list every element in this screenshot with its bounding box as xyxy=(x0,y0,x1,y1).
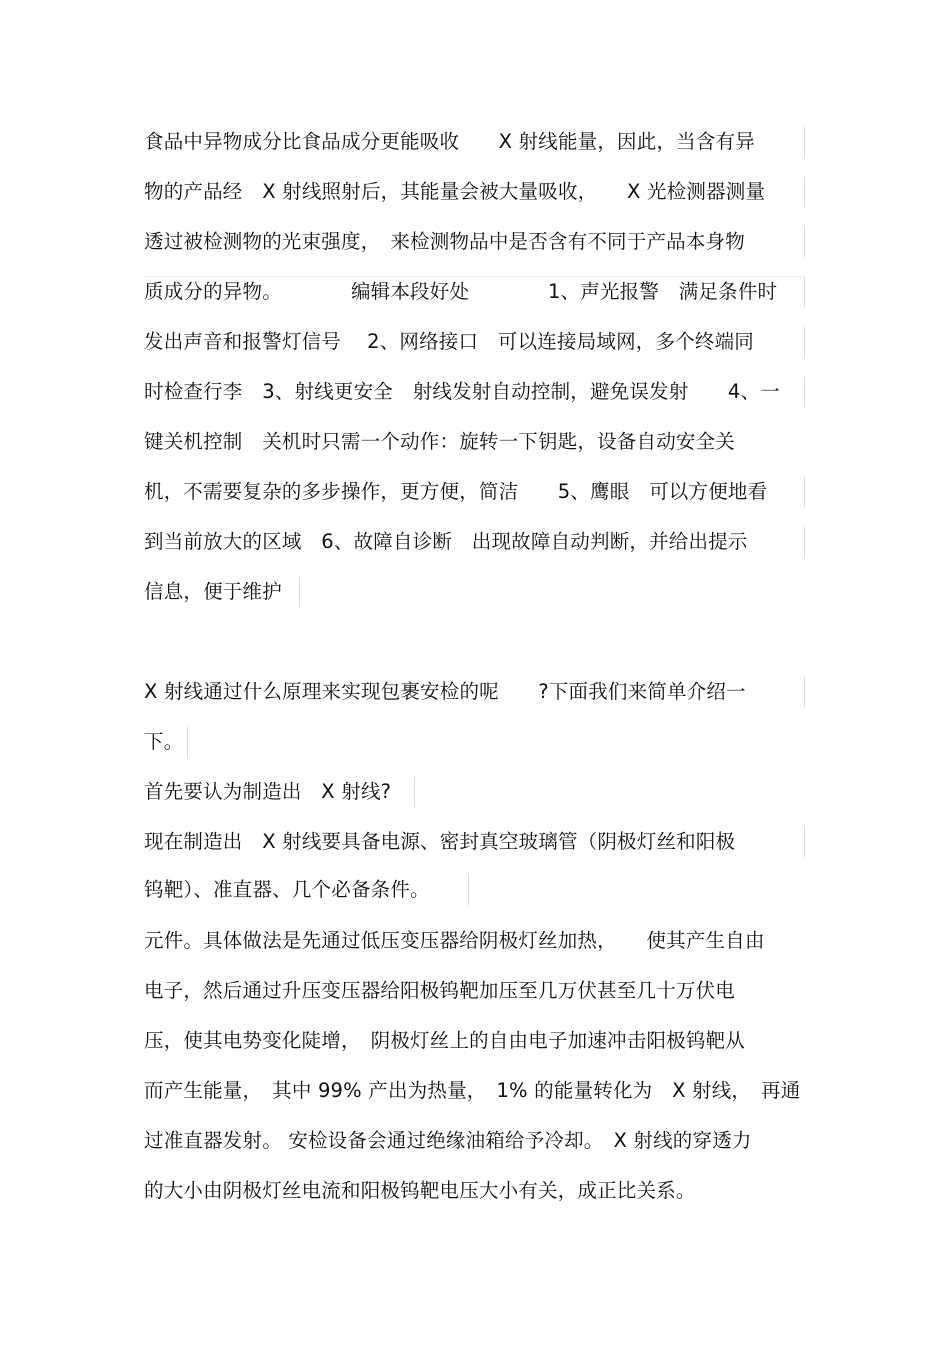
line-end-marker xyxy=(804,527,805,557)
text-line: 下。 xyxy=(144,730,184,753)
text-line: 元件。具体做法是先通过低压变压器给阴极灯丝加热， 使其产生自由 xyxy=(144,929,765,952)
text-line: 信息，便于维护 xyxy=(144,580,282,603)
text-line: 首先要认为制造出 X 射线? xyxy=(144,780,392,803)
line-end-marker xyxy=(804,227,805,257)
line-end-marker xyxy=(187,727,188,757)
text-line: 发出声音和报警灯信号 2、网络接口 可以连接局域网，多个终端同 xyxy=(144,330,755,353)
line-end-marker xyxy=(804,477,805,507)
line-end-marker xyxy=(804,177,805,207)
text-line: 到当前放大的区域 6、故障自诊断 出现故障自动判断，并给出提示 xyxy=(144,530,748,553)
text-line: 过准直器发射。 安检设备会通过绝缘油箱给予冷却。 X 射线的穿透力 xyxy=(144,1129,752,1152)
text-line: 而产生能量， 其中 99% 产出为热量， 1% 的能量转化为 X 射线， 再通 xyxy=(144,1079,801,1102)
text-line: 键关机控制 关机时只需一个动作：旋转一下钥匙，设备自动安全关 xyxy=(144,430,736,453)
line-end-marker xyxy=(804,377,805,407)
text-line: 食品中异物成分比食品成分更能吸收 X 射线能量，因此，当含有异 xyxy=(144,130,755,153)
line-end-marker xyxy=(804,327,805,357)
text-line: 时检查行李 3、射线更安全 射线发射自动控制，避免误发射 4、一 xyxy=(144,380,780,403)
text-line: X 射线通过什么原理来实现包裹安检的呢 ?下面我们来简单介绍一 xyxy=(144,680,746,703)
text-line: 现在制造出 X 射线要具备电源、密封真空玻璃管（阴极灯丝和阳极 xyxy=(144,830,736,853)
line-end-marker xyxy=(414,777,415,807)
line-end-marker xyxy=(804,277,805,307)
line-end-marker xyxy=(299,577,300,607)
line-end-marker xyxy=(804,827,805,857)
text-line: 的大小由阴极灯丝电流和阳极钨靶电压大小有关，成正比关系。 xyxy=(144,1179,696,1202)
line-end-marker xyxy=(804,127,805,157)
line-end-marker xyxy=(804,677,805,707)
text-line: 电子，然后通过升压变压器给阳极钨靶加压至几万伏甚至几十万伏电 xyxy=(144,979,736,1002)
text-line: 压，使其电势变化陡增， 阴极灯丝上的自由电子加速冲击阳极钨靶从 xyxy=(144,1029,745,1052)
text-line: 机，不需要复杂的多步操作，更方便，简洁 5、鹰眼 可以方便地看 xyxy=(144,480,768,503)
text-line: 物的产品经 X 射线照射后，其能量会被大量吸收， X 光检测器测量 xyxy=(144,180,766,203)
text-line: 透过被检测物的光束强度， 来检测物品中是否含有不同于产品本身物 xyxy=(144,230,745,253)
text-line: 钨靶）、准直器、几个必备条件。 xyxy=(144,878,430,901)
text-line: 质成分的异物。 编辑本段好处 1、声光报警 满足条件时 xyxy=(144,280,778,303)
line-end-marker xyxy=(468,875,469,905)
